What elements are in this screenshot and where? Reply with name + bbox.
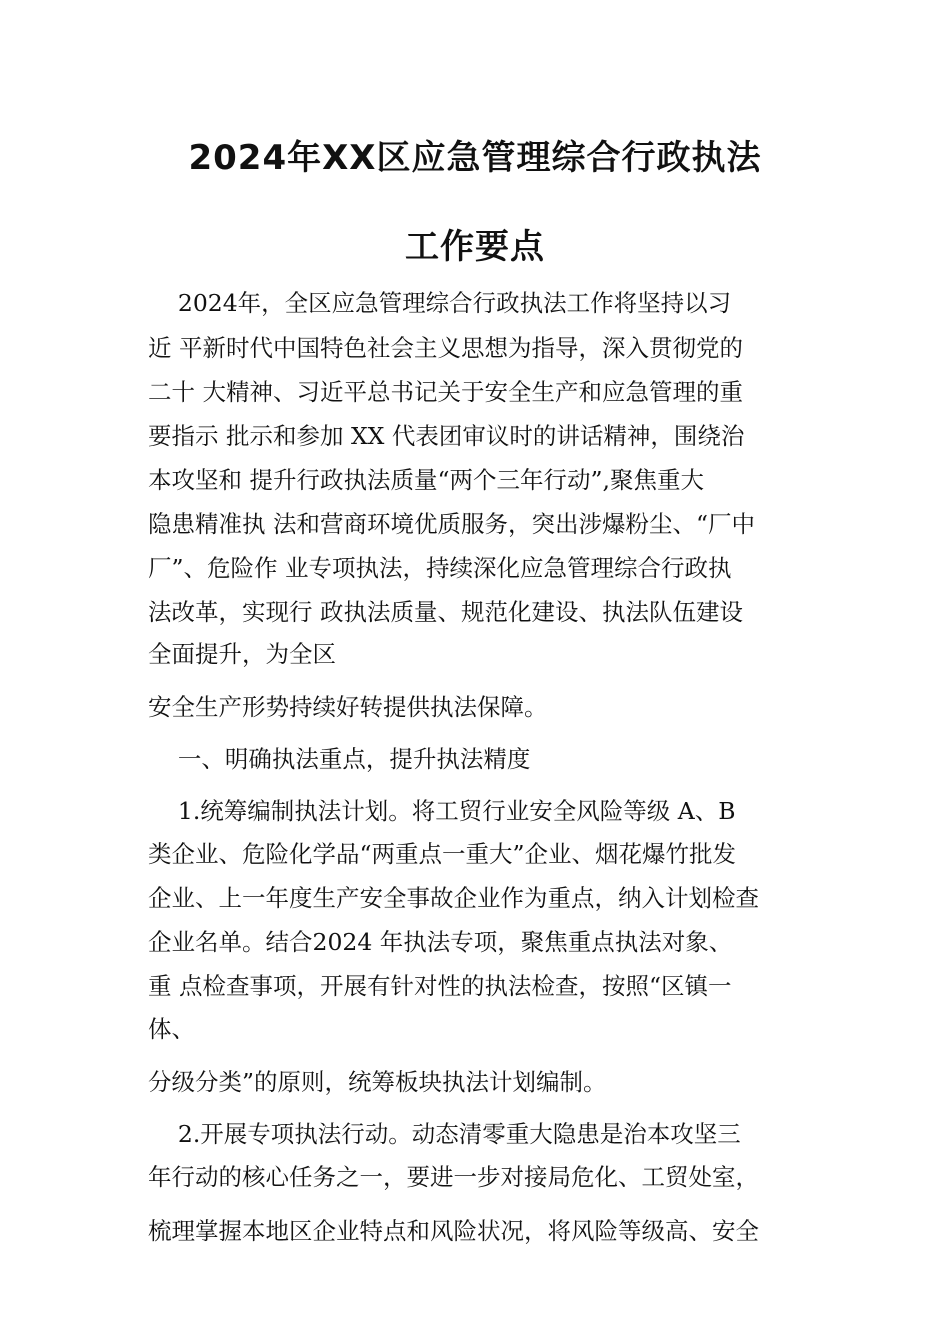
body-line: 安全生产形势持续好转提供执法保障。	[148, 693, 548, 721]
body-line: 近 平新时代中国特色社会主义思想为指导，深入贯彻党的	[148, 334, 743, 362]
body-line: 法改革，实现行 政执法质量、规范化建设、执法队伍建设	[148, 598, 743, 626]
body-line: 体、	[148, 1015, 195, 1043]
section-heading: 一、明确执法重点，提升执法精度	[148, 745, 531, 773]
body-line: 本攻坚和 提升行政执法质量“两个三年行动”,聚焦重大	[148, 466, 704, 494]
body-line: 隐患精准执 法和营商环境优质服务，突出涉爆粉尘、“厂中	[148, 510, 755, 538]
body-line: 企业名单。结合2024 年执法专项，聚焦重点执法对象、	[148, 928, 733, 956]
body-line: 全面提升，为全区	[148, 640, 336, 668]
body-line: 2024年，全区应急管理综合行政执法工作将坚持以习	[148, 289, 732, 317]
document-title-line-2: 工作要点	[405, 227, 545, 267]
body-line: 2.开展专项执法行动。动态清零重大隐患是治本攻坚三	[148, 1120, 741, 1148]
body-line: 1.统筹编制执法计划。将工贸行业安全风险等级 A、B	[148, 797, 736, 825]
body-line: 分级分类”的原则，统筹板块执法计划编制。	[148, 1068, 607, 1096]
body-line: 类企业、危险化学品“两重点一重大”企业、烟花爆竹批发	[148, 840, 737, 868]
body-line: 二十 大精神、习近平总书记关于安全生产和应急管理的重	[148, 378, 743, 406]
body-line: 重 点检查事项，开展有针对性的执法检查，按照“区镇一	[148, 972, 732, 1000]
document-title-line-1: 2024年XX区应急管理综合行政执法	[188, 138, 762, 178]
body-line: 梳理掌握本地区企业特点和风险状况，将风险等级高、安全	[148, 1217, 759, 1245]
body-line: 厂”、危险作 业专项执法，持续深化应急管理综合行政执	[148, 554, 732, 582]
body-line: 年行动的核心任务之一，要进一步对接局危化、工贸处室，	[148, 1163, 759, 1191]
body-line: 企业、上一年度生产安全事故企业作为重点，纳入计划检查	[148, 884, 759, 912]
body-line: 要指示 批示和参加 XX 代表团审议时的讲话精神，围绕治	[148, 422, 745, 450]
